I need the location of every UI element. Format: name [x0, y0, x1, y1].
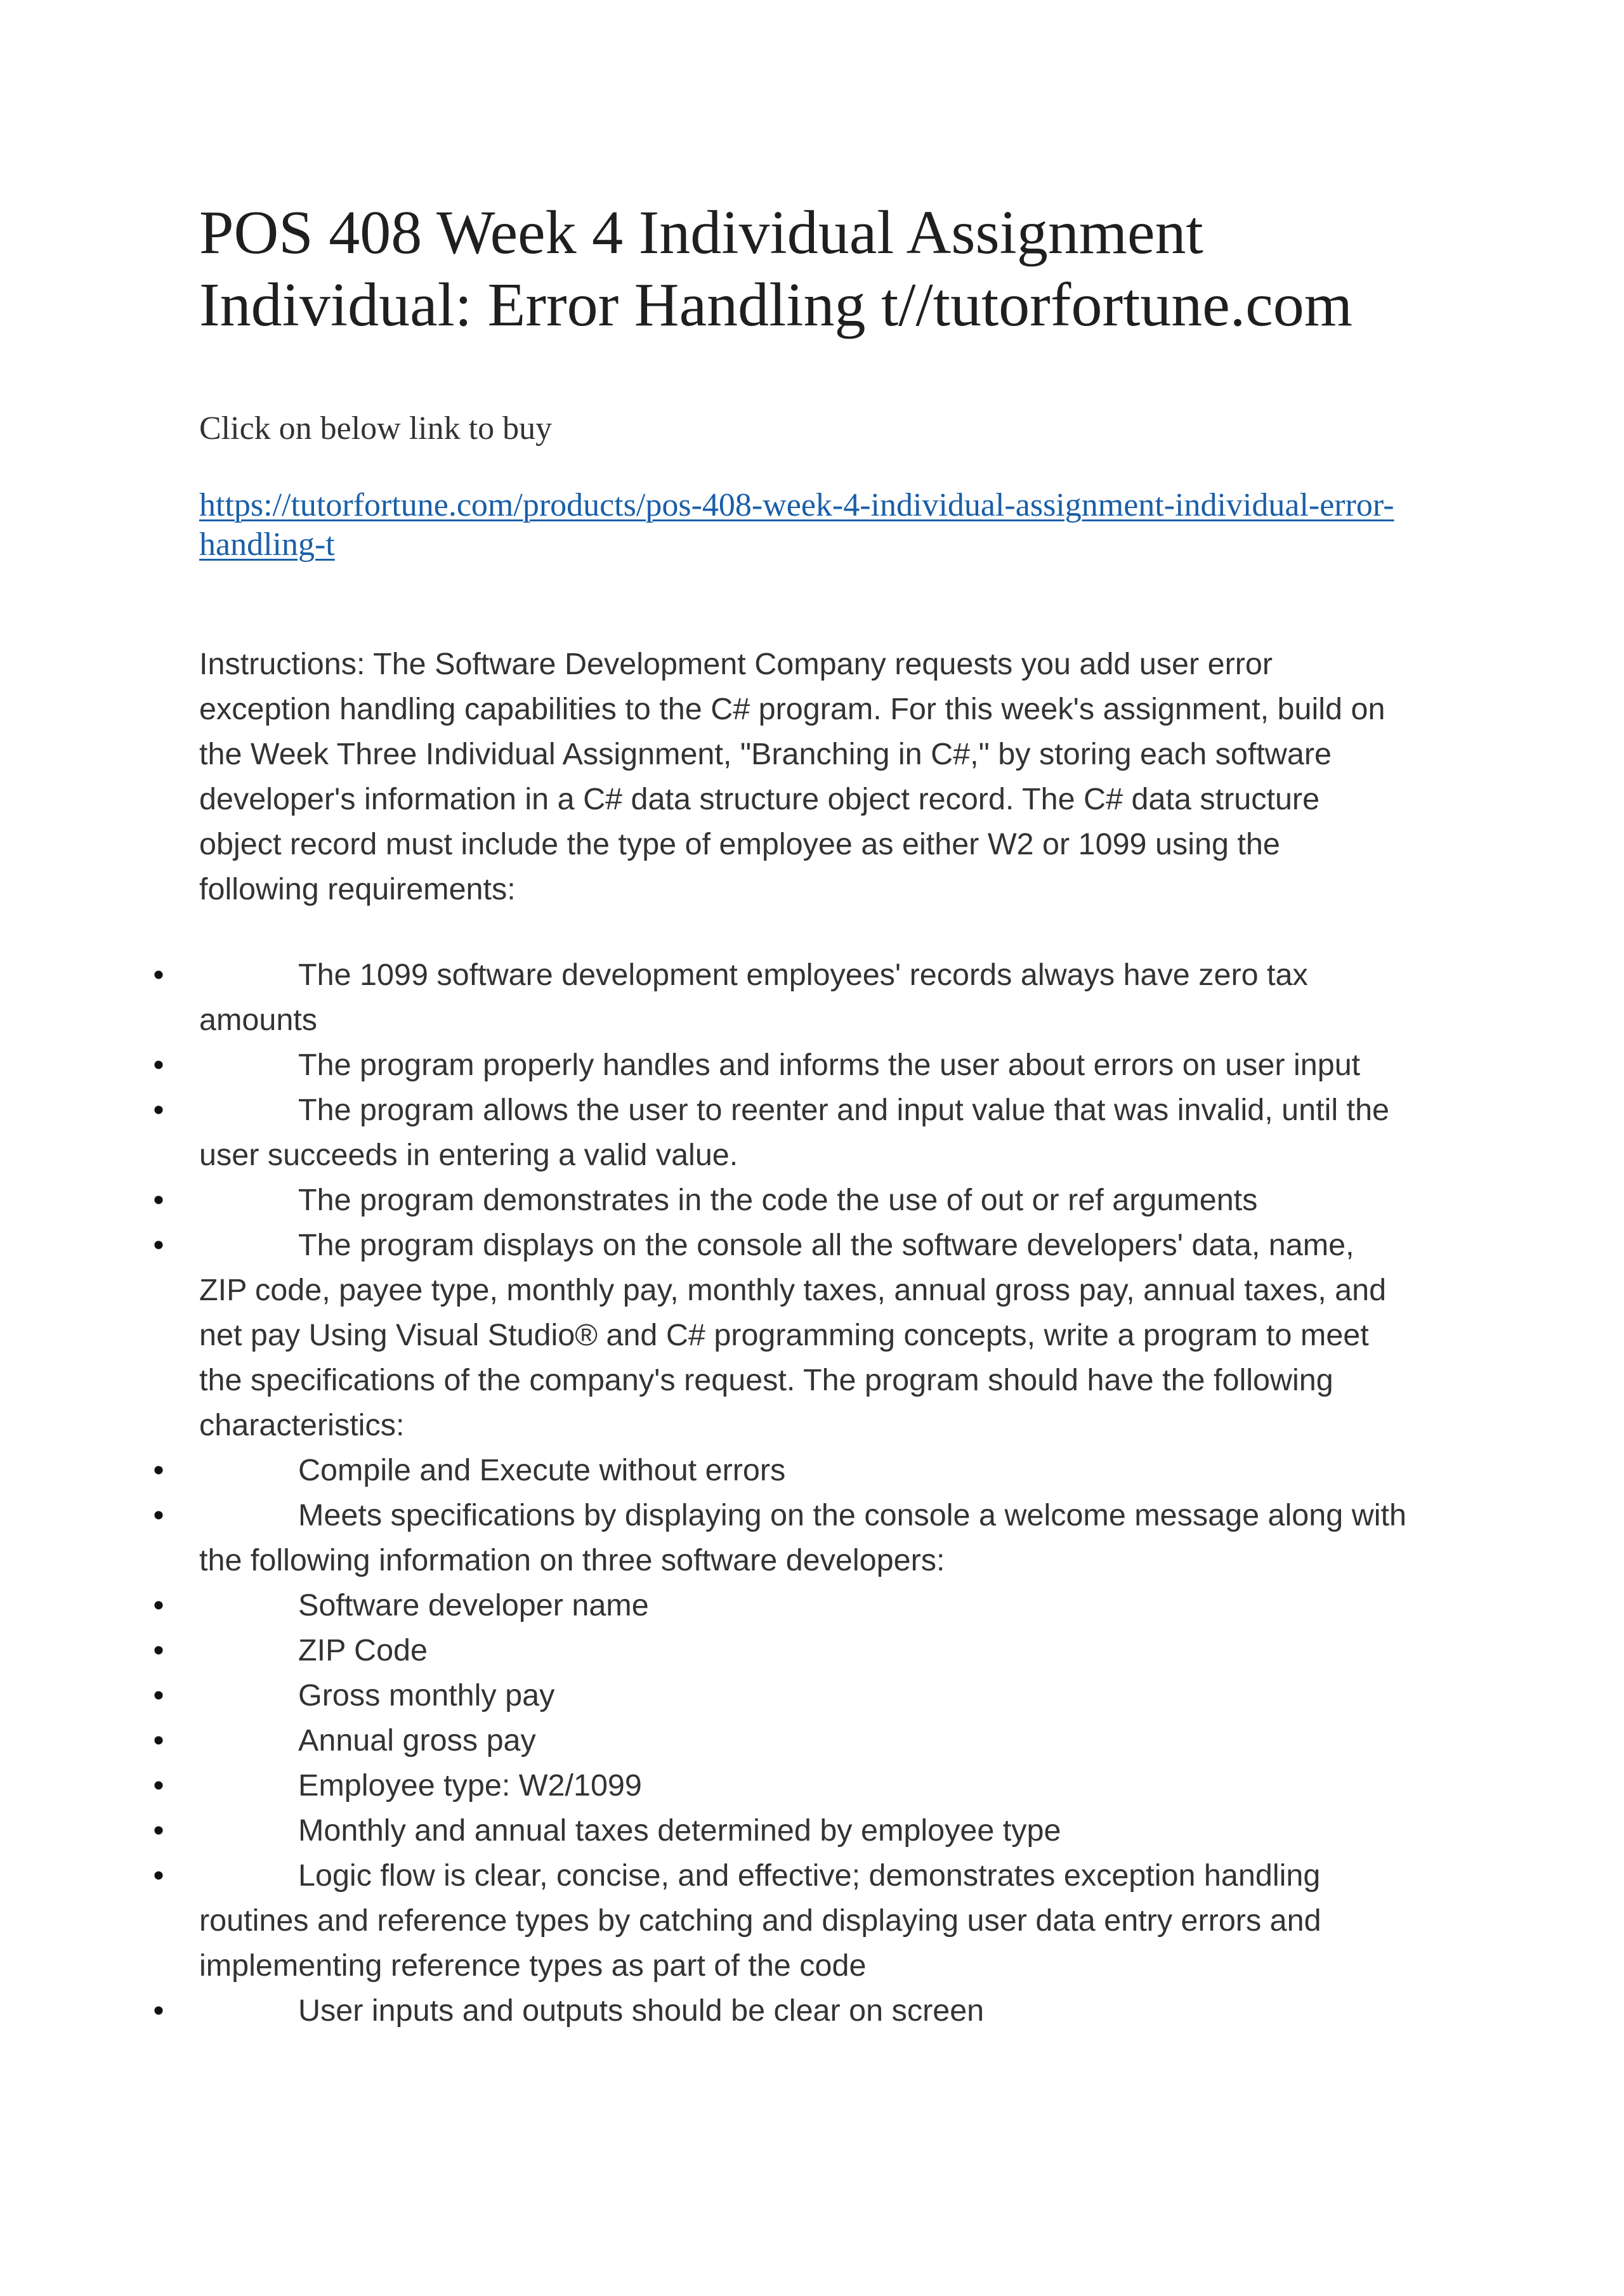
requirement-text-line: Annual gross pay [298, 1723, 536, 1758]
requirement-item [0, 1673, 1624, 1718]
requirement-text-line: Employee type: W2/1099 [298, 1768, 642, 1803]
instructions-line: the Week Three Individual Assignment, "Branching in C#," by storing each software [199, 737, 1332, 771]
bullet-icon: • [153, 1183, 164, 1217]
requirement-text-line: user succeeds in entering a valid value. [199, 1138, 738, 1172]
requirement-item [0, 1718, 1624, 1763]
requirement-text-line: The program displays on the console all the software developers' data, name, [298, 1228, 1354, 1262]
requirement-text-line: User inputs and outputs should be clear on screen [298, 1993, 985, 2028]
bullet-icon: • [153, 1678, 164, 1712]
instructions-line: following requirements: [199, 872, 516, 906]
bullet-icon: • [153, 1048, 164, 1082]
requirement-text-line: ZIP code, payee type, monthly pay, monthly taxes, annual gross pay, annual taxes, and [199, 1273, 1387, 1307]
bullet-icon: • [153, 1858, 164, 1893]
instructions-line: developer's information in a C# data structure object record. The C# data structure [199, 782, 1320, 816]
requirement-text-line: ZIP Code [298, 1633, 428, 1667]
page-title-line-1: POS 408 Week 4 Individual Assignment [199, 199, 1203, 267]
requirement-text-line: characteristics: [199, 1408, 405, 1442]
product-link-line-1[interactable]: https://tutorfortune.com/products/pos-408-week-4-individual-assignment-individual-error- [199, 487, 1394, 523]
bullet-icon: • [153, 1723, 164, 1758]
requirement-item [0, 953, 1624, 1043]
bullet-icon: • [153, 1633, 164, 1667]
requirement-item [0, 1223, 1624, 1448]
page-title [199, 197, 1468, 341]
requirement-item [0, 1493, 1624, 1583]
requirement-text-line: Compile and Execute without errors [298, 1453, 786, 1487]
instructions-line: object record must include the type of employee as either W2 or 1099 using the [199, 827, 1280, 861]
requirement-text-line: Meets specifications by displaying on the console a welcome message along with [298, 1498, 1406, 1532]
bullet-icon: • [153, 1768, 164, 1803]
instructions-paragraph [199, 642, 1462, 912]
requirement-item [0, 1808, 1624, 1853]
requirement-item [0, 1988, 1624, 2033]
bullet-icon: • [153, 1993, 164, 2028]
requirement-text-line: The program demonstrates in the code the use of out or ref arguments [298, 1183, 1258, 1217]
requirement-item [0, 1448, 1624, 1493]
requirement-item [0, 1583, 1624, 1628]
requirement-text-line: Software developer name [298, 1588, 649, 1622]
requirement-text-line: the specifications of the company's request. The program should have the following [199, 1363, 1333, 1397]
requirement-item [0, 1763, 1624, 1808]
requirement-text-line: net pay Using Visual Studio® and C# programming concepts, write a program to meet [199, 1318, 1369, 1352]
requirement-text-line: routines and reference types by catching and displaying user data entry errors and [199, 1903, 1321, 1938]
bullet-icon: • [153, 1498, 164, 1532]
requirement-text-line: the following information on three software developers: [199, 1543, 945, 1577]
product-link[interactable] [199, 486, 1468, 564]
requirement-item [0, 1043, 1624, 1088]
requirement-text-line: implementing reference types as part of the code [199, 1948, 867, 1983]
bullet-icon: • [153, 1813, 164, 1848]
requirement-item [0, 1628, 1624, 1673]
requirement-text-line: The program allows the user to reenter and input value that was invalid, until the [298, 1093, 1390, 1127]
requirement-text-line: The program properly handles and informs the user about errors on user input [298, 1048, 1361, 1082]
product-link-line-2[interactable]: handling-t [199, 526, 335, 563]
requirements-list [0, 953, 1624, 2033]
requirement-item [0, 1853, 1624, 1988]
bullet-icon: • [153, 1588, 164, 1622]
requirement-text-line: The 1099 software development employees' records always have zero tax [298, 958, 1308, 992]
requirement-text-line: Monthly and annual taxes determined by employee type [298, 1813, 1061, 1848]
requirement-text-line: amounts [199, 1003, 318, 1037]
bullet-icon: • [153, 1453, 164, 1487]
requirement-item [0, 1178, 1624, 1223]
bullet-icon: • [153, 1228, 164, 1262]
buy-instruction-text: Click on below link to buy [199, 410, 553, 447]
bullet-icon: • [153, 958, 164, 992]
instructions-line: Instructions: The Software Development Company requests you add user error [199, 647, 1273, 681]
requirement-item [0, 1088, 1624, 1178]
page-title-line-2: Individual: Error Handling t//tutorfortune.com [199, 271, 1353, 339]
bullet-icon: • [153, 1093, 164, 1127]
requirement-text-line: Gross monthly pay [298, 1678, 555, 1712]
instructions-line: exception handling capabilities to the C# program. For this week's assignment, build on [199, 692, 1385, 726]
requirement-text-line: Logic flow is clear, concise, and effective; demonstrates exception handling [298, 1858, 1321, 1893]
